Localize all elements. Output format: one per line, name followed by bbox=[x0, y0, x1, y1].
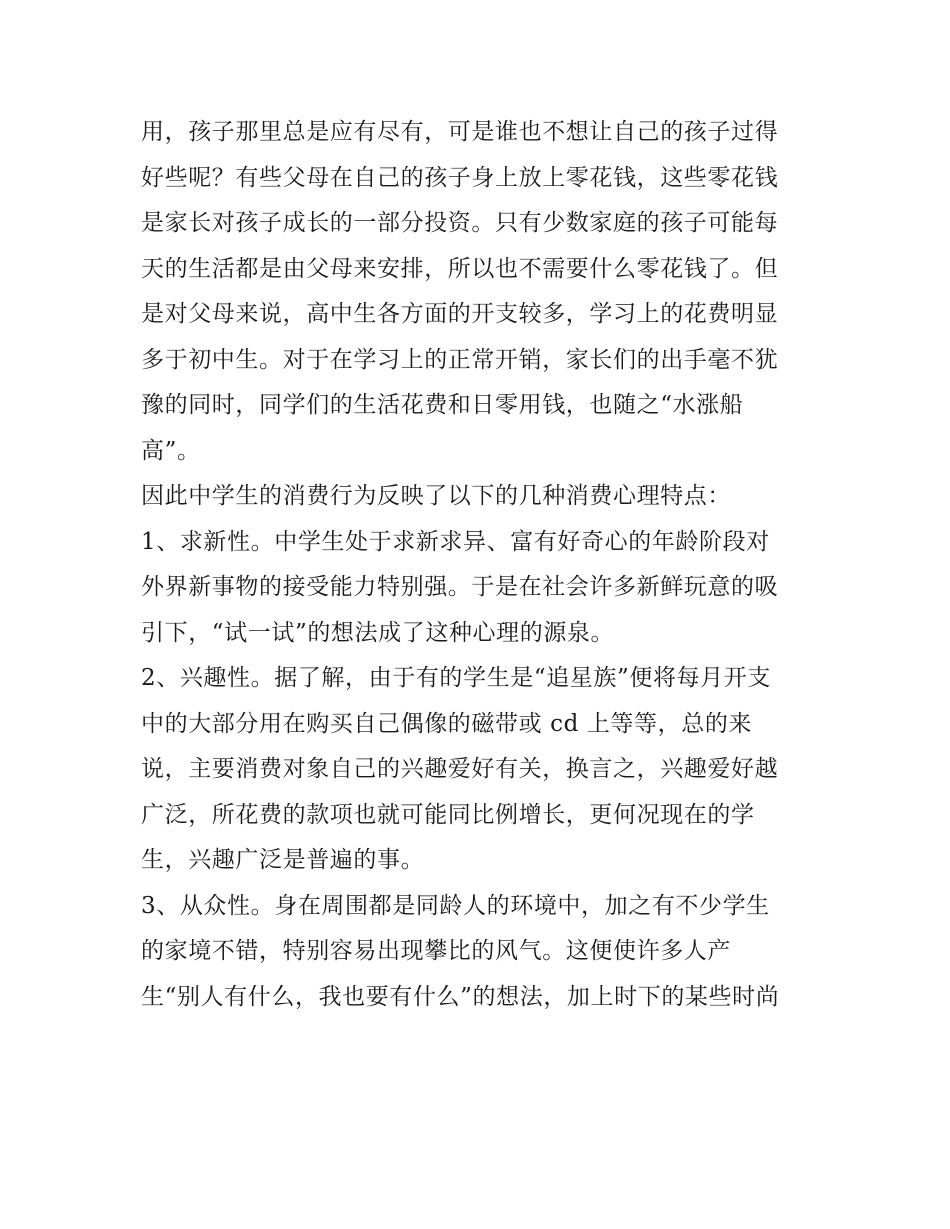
text-line: 高”。 bbox=[141, 437, 201, 464]
text-line: 多于初中生。对于在学习上的正常开销，家长们的出手毫不犹 bbox=[141, 346, 779, 373]
text-line: 3、从众性。身在周围都是同龄人的环境中，加之有不少学生 bbox=[141, 892, 770, 919]
text-line: 广泛，所花费的款项也就可能同比例增长，更何况现在的学 bbox=[141, 801, 755, 828]
text-line: 是家长对孩子成长的一部分投资。只有少数家庭的孩子可能每 bbox=[141, 210, 779, 236]
text-line: 用，孩子那里总是应有尽有，可是谁也不想让自己的孩子过得 bbox=[141, 119, 779, 145]
text-line: 1、求新性。中学生处于求新求异、富有好奇心的年龄阶段对 bbox=[141, 528, 770, 555]
text-line: 中的大部分用在购买自己偶像的磁带或 cd 上等等，总的来 bbox=[141, 710, 753, 737]
text-line: 因此中学生的消费行为反映了以下的几种消费心理特点： bbox=[141, 483, 731, 509]
text-line: 豫的同时，同学们的生活花费和日零用钱，也随之“水涨船 bbox=[141, 392, 744, 418]
document-body bbox=[141, 110, 821, 1020]
text-line: 是对父母来说，高中生各方面的开支较多，学习上的花费明显 bbox=[141, 301, 779, 327]
text-line: 外界新事物的接受能力特别强。于是在社会许多新鲜玩意的吸 bbox=[141, 574, 779, 600]
text-line: 2、兴趣性。据了解，由于有的学生是“追星族”便将每月开支 bbox=[141, 665, 771, 691]
text-line: 说，主要消费对象自己的兴趣爱好有关，换言之，兴趣爱好越 bbox=[141, 756, 779, 782]
text-line: 的家境不错，特别容易出现攀比的风气。这便使许多人产 bbox=[141, 938, 731, 964]
text-line: 生，兴趣广泛是普遍的事。 bbox=[141, 847, 425, 873]
text-line: 好些呢？有些父母在自己的孩子身上放上零花钱，这些零花钱 bbox=[141, 164, 779, 191]
text-line: 引下，“试一试”的想法成了这种心理的源泉。 bbox=[141, 619, 615, 646]
text-line: 生“别人有什么，我也要有什么”的想法，加上时下的某些时尚 bbox=[141, 983, 780, 1010]
text-line: 天的生活都是由父母来安排，所以也不需要什么零花钱了。但 bbox=[141, 255, 779, 282]
